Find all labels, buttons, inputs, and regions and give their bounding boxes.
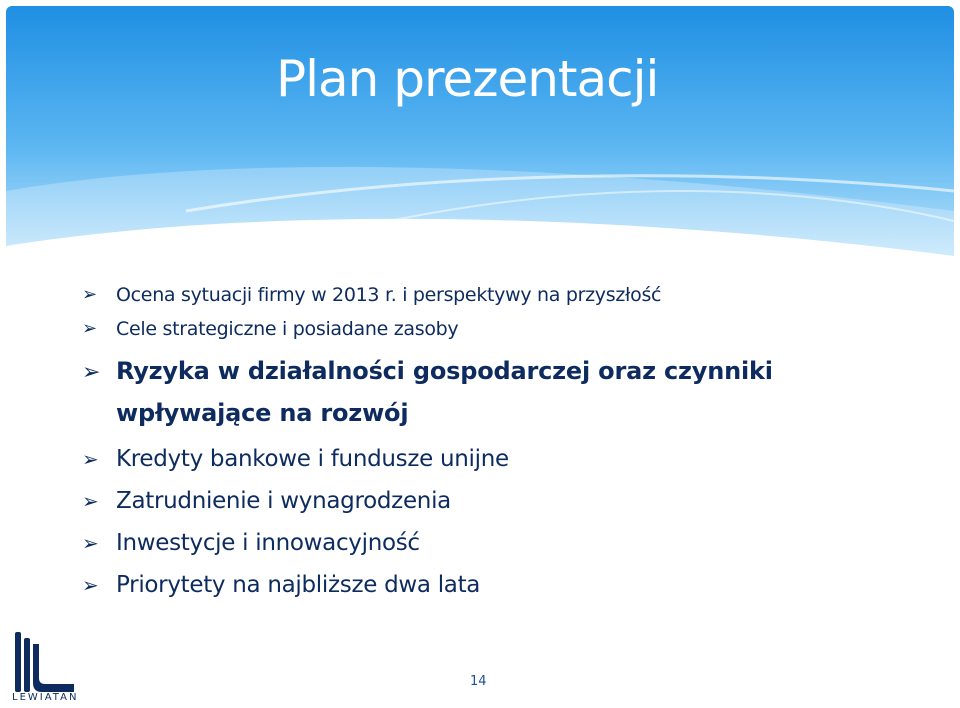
list-item <box>82 280 902 314</box>
list-item <box>82 522 902 564</box>
header-wave-background <box>6 6 954 266</box>
bullet-list <box>82 280 902 606</box>
list-item-text: Ocena sytuacji firmy w 2013 r. i perspektywy na przyszłość <box>116 284 662 306</box>
list-item <box>82 480 902 522</box>
arrowhead-bullet-icon: ➢ <box>82 360 101 385</box>
arrowhead-bullet-icon: ➢ <box>82 573 99 597</box>
arrowhead-bullet-icon: ➢ <box>82 284 97 305</box>
list-item-text: Inwestycje i innowacyjność <box>116 530 420 556</box>
slide-title: Plan prezentacji <box>276 50 659 108</box>
list-item <box>82 314 902 348</box>
arrowhead-bullet-icon: ➢ <box>82 489 99 513</box>
logo-wordmark: LEWIATAN <box>12 692 79 703</box>
list-item <box>82 438 902 480</box>
list-item <box>82 564 902 606</box>
list-item-highlighted <box>82 350 876 434</box>
arrowhead-bullet-icon: ➢ <box>82 531 99 555</box>
arrowhead-bullet-icon: ➢ <box>82 447 99 471</box>
list-item-text: Cele strategiczne i posiadane zasoby <box>116 318 459 340</box>
list-item-text: Ryzyka w działalności gospodarczej oraz czynniki wpływające na rozwój <box>116 357 773 427</box>
list-item-text: Kredyty bankowe i fundusze unijne <box>116 446 509 472</box>
list-item-text: Zatrudnienie i wynagrodzenia <box>116 488 451 514</box>
list-item-text: Priorytety na najbliższe dwa lata <box>116 572 481 598</box>
page-number: 14 <box>470 674 487 689</box>
arrowhead-bullet-icon: ➢ <box>82 318 97 339</box>
header-band <box>6 6 954 266</box>
